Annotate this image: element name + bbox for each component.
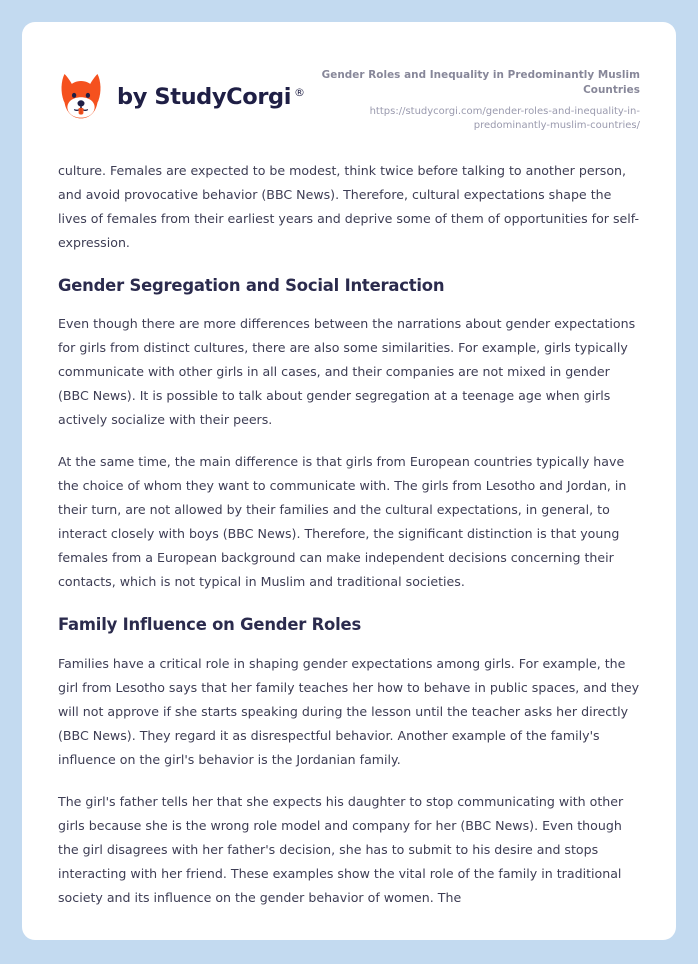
brand-logo[interactable] — [58, 64, 305, 122]
document-meta — [310, 64, 640, 133]
paragraph-4: Families have a critical role in shaping gender expectations among girls. For example, the girl from Lesotho says that her family teaches her how to behave in public spaces, and they will not approve if she starts speaking during the lesson until the teacher asks her directly (BBC News). They regard it as disrespectful behavior. Another example of the family's influence on the girl's behavior is the Jordanian family. — [58, 655, 640, 767]
section-heading-gender-segregation: Gender Segregation and Social Interaction — [58, 275, 445, 295]
paragraph-1: culture. Females are expected to be modest, think twice before talking to another person, and avoid provocative behavior (BBC News). Therefore, cultural expectations shape the lives of females from their earliest years and deprive some of them of opportunities for self-expression. — [58, 162, 640, 250]
document-header — [22, 22, 676, 133]
section-heading-family-influence: Family Influence on Gender Roles — [58, 615, 361, 635]
document-card — [22, 22, 676, 940]
paragraph-3: At the same time, the main difference is that girls from European countries typically have the choice of whom they want to communicate with. The girls from Lesotho and Jordan, in their turn, are not allowed by their families and the cultural expectations, in general, to interact closely with boys (BBC News). Therefore, the significant distinction is that young females from a European background can make independent decisions concerning their contacts, which is not typical in Muslim and traditional societies. — [58, 454, 627, 590]
brand-wordmark — [117, 83, 305, 110]
page-title: Gender Roles and Inequality in Predominantly Muslim Countries — [321, 69, 640, 96]
registered-trademark-icon: ® — [294, 85, 305, 99]
document-body — [22, 133, 676, 910]
paragraph-5: The girl's father tells her that she expects his daughter to stop communicating with other girls because she is the wrong role model and company for her (BBC News). Even though the girl disagrees with her father's decision, she has to submit to his desire and stops interacting with her friend. These examples show the vital role of the family in traditional society and its influence on the gender behavior of women. The — [58, 793, 624, 905]
brand-wordmark-text: by StudyCorgi — [117, 83, 292, 110]
paragraph-2: Even though there are more differences between the narrations about gender expectations for girls from distinct cultures, there are also some similarities. For example, girls typically communicate with other girls in all cases, and their companies are not mixed in gender (BBC News). It is possible to talk about gender segregation at a teenage age when girls actively socialize with their peers. — [58, 316, 636, 428]
corgi-logo-icon — [58, 72, 104, 122]
source-url[interactable]: https://studycorgi.com/gender-roles-and-inequality-in-predominantly-muslim-countries/ — [369, 105, 640, 131]
